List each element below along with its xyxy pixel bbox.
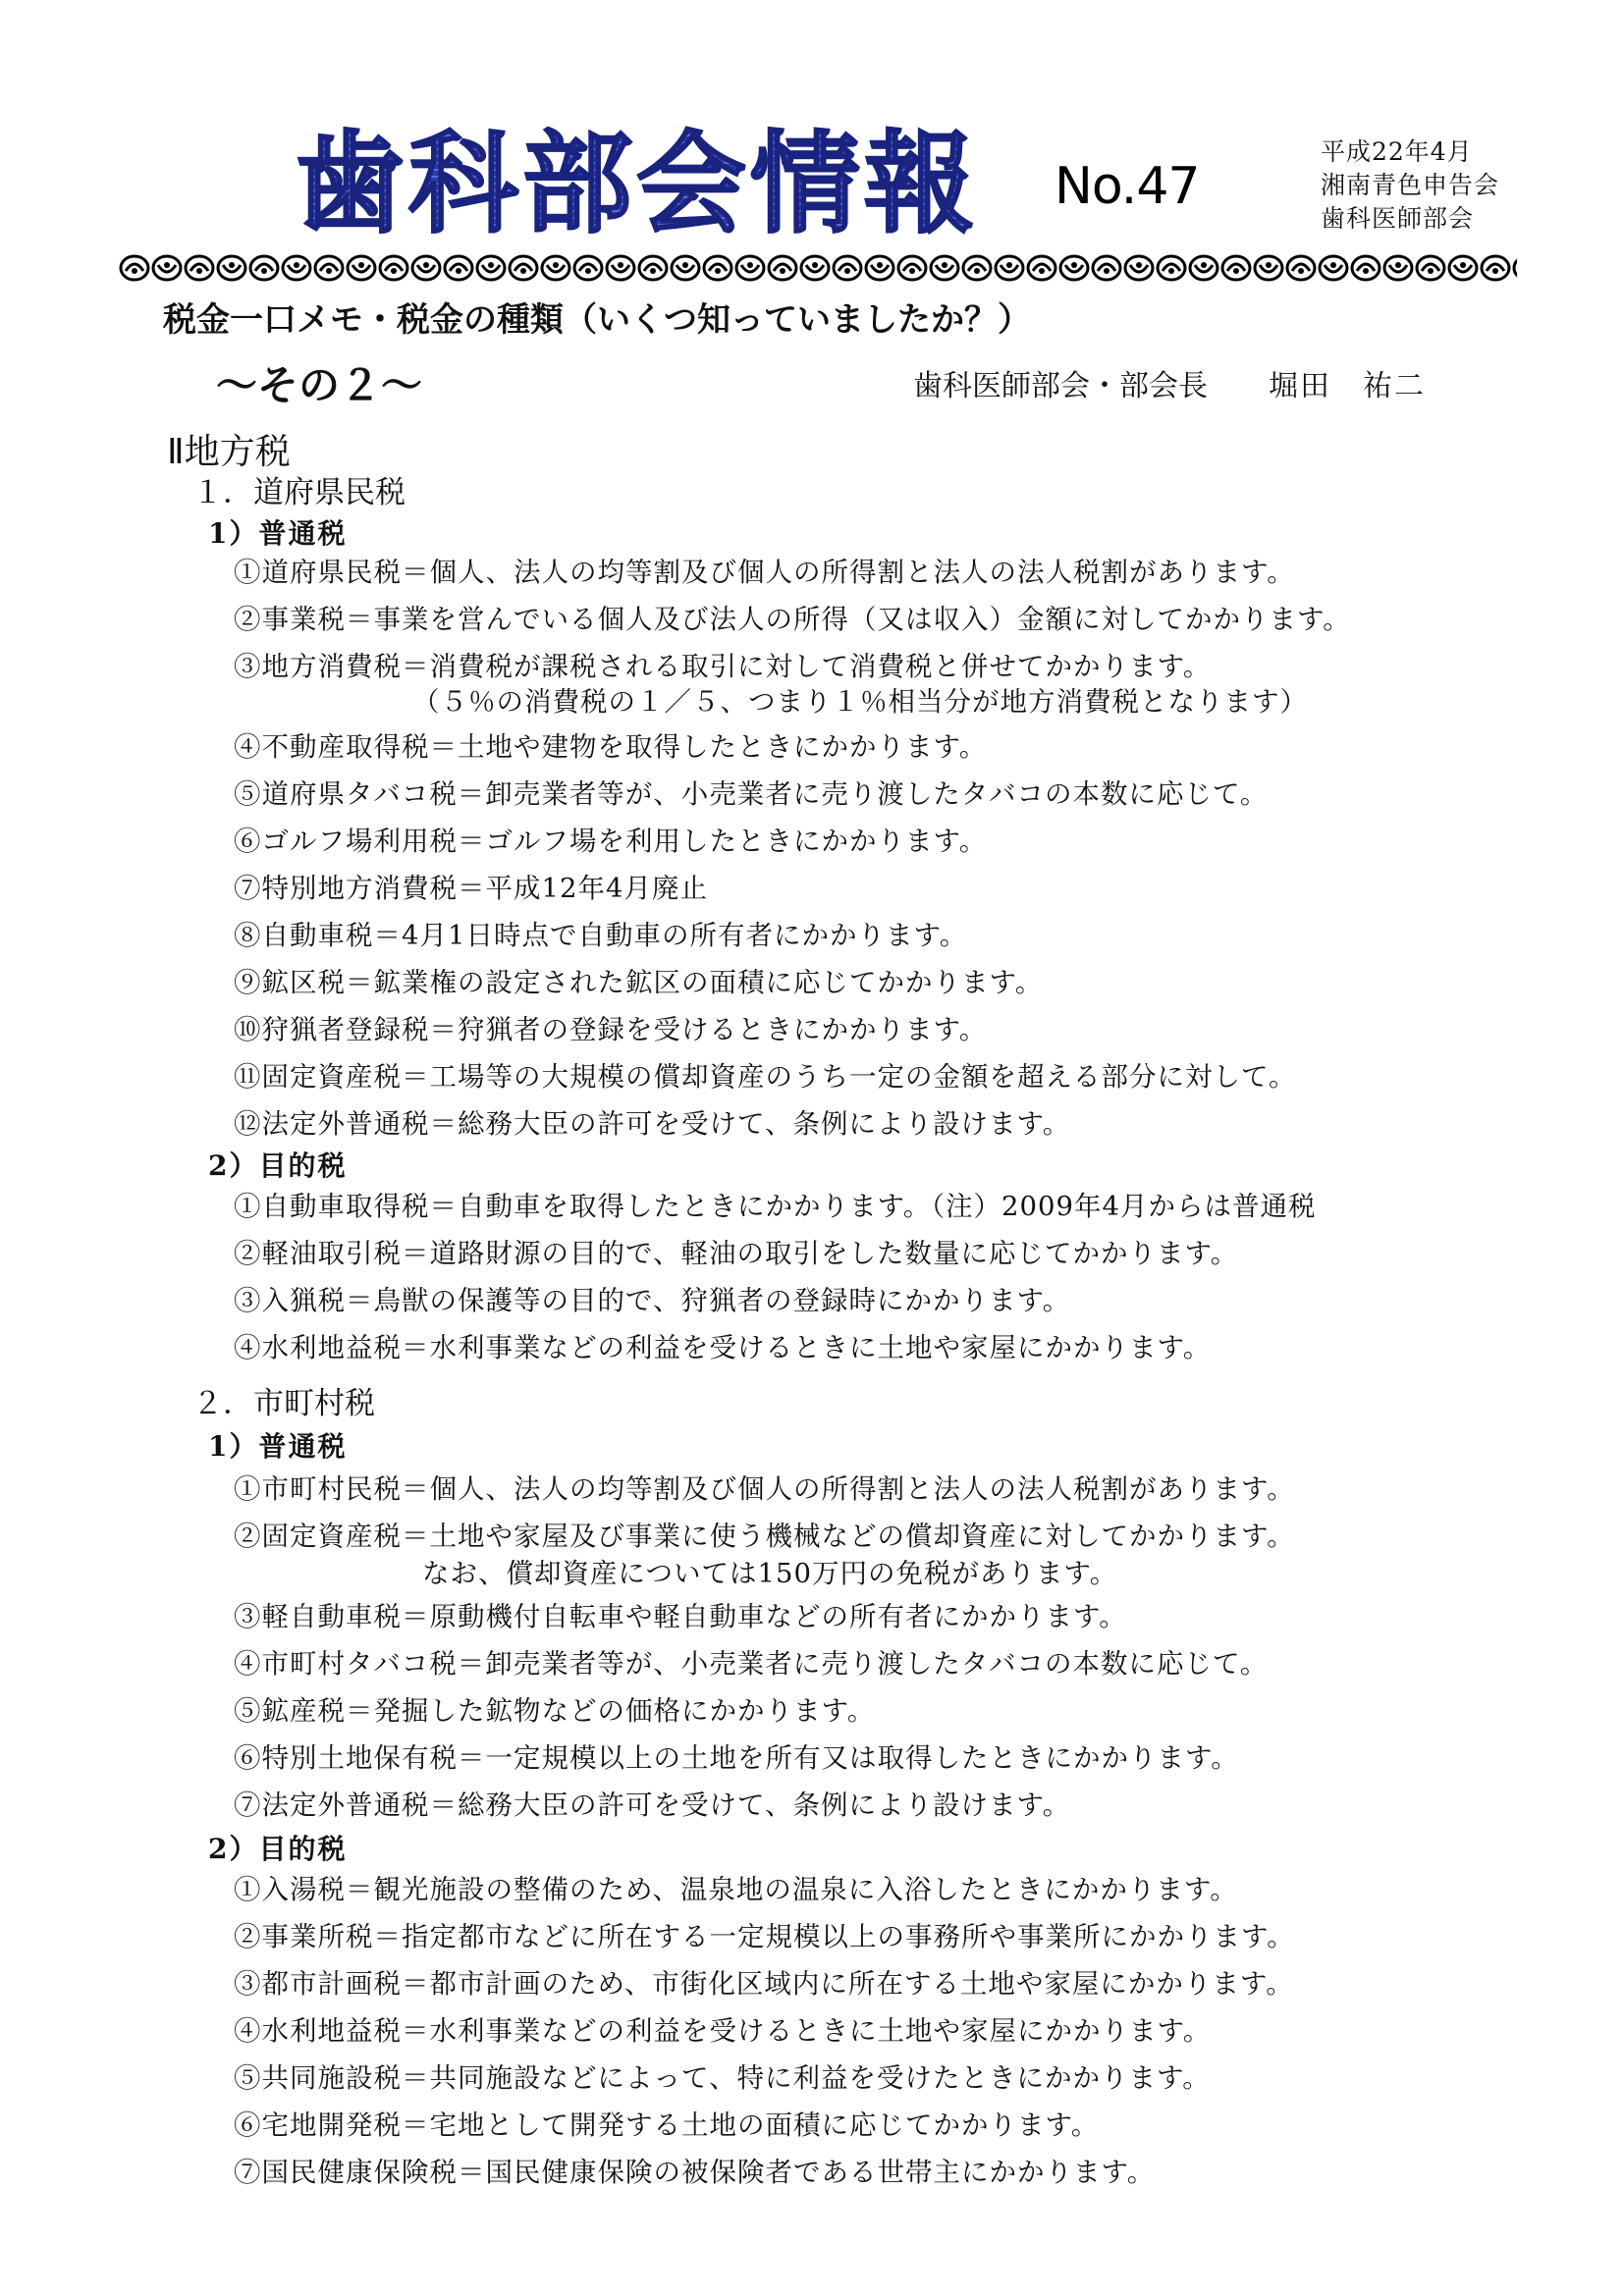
ornament-border — [118, 251, 1517, 285]
newsletter-title: 歯科部会情報 — [295, 116, 1041, 253]
item-note: なお、償却資産については150万円の免税があります。 — [422, 1558, 1118, 1589]
article-author — [913, 361, 1426, 404]
list-item: ⑧自動車税＝4月1日時点で自動車の所有者にかかります。 — [234, 920, 968, 951]
list-item: ⑨鉱区税＝鉱業権の設定された鉱区の面積に応じてかかります。 — [234, 967, 1044, 998]
subsection-heading-municipal: ２．市町村税 — [192, 1386, 375, 1421]
list-item: ③都市計画税＝都市計画のため、市街化区域内に所在する土地や家屋にかかります。 — [234, 1968, 1294, 2000]
list-item: ⑥特別土地保有税＝一定規模以上の土地を所有又は取得したときにかかります。 — [234, 1742, 1239, 1774]
list-item: ④市町村タバコ税＝卸売業者等が、小売業者に売り渡したタバコの本数に応じて。 — [234, 1648, 1269, 1680]
list-item: ⑦特別地方消費税＝平成12年4月廃止 — [234, 873, 708, 904]
list-item: ④不動産取得税＝土地や建物を取得したときにかかります。 — [234, 731, 988, 763]
list-item: ⑪固定資産税＝工場等の大規模の償却資産のうち一定の金額を超える部分に対して。 — [234, 1061, 1297, 1093]
list-item: ⑥宅地開発税＝宅地として開発する土地の面積に応じてかかります。 — [234, 2109, 1100, 2141]
item-note: （５％の消費税の１／５、つまり１％相当分が地方消費税となります） — [412, 686, 1308, 718]
list-item: ②軽油取引税＝道路財源の目的で、軽油の取引をした数量に応じてかかります。 — [234, 1238, 1239, 1269]
newsletter-masthead — [295, 116, 1041, 253]
list-item: ⑥ゴルフ場利用税＝ゴルフ場を利用したときにかかります。 — [234, 826, 988, 857]
category-label-purpose-tax: 2）目的税 — [208, 1833, 348, 1865]
list-item: ③軽自動車税＝原動機付自転車や軽自動車などの所有者にかかります。 — [234, 1601, 1127, 1632]
list-item: ②事業税＝事業を営んでいる個人及び法人の所得（又は収入）金額に対してかかります。 — [234, 604, 1351, 635]
list-item: ⑤鉱産税＝発掘した鉱物などの価格にかかります。 — [234, 1695, 876, 1727]
list-item: ①道府県民税＝個人、法人の均等割及び個人の所得割と法人の法人税割があります。 — [234, 557, 1295, 588]
list-item: ③入猟税＝鳥獣の保護等の目的で、狩猟者の登録時にかかります。 — [234, 1285, 1071, 1316]
subsection-heading-prefectural: １．道府県民税 — [192, 475, 406, 510]
author-role: 歯科医師部会・部会長 — [913, 369, 1208, 403]
author-name: 堀田 祐二 — [1269, 369, 1426, 403]
list-item: ⑤道府県タバコ税＝卸売業者等が、小売業者に売り渡したタバコの本数に応じて。 — [234, 778, 1269, 810]
list-item: ①入湯税＝観光施設の整備のため、温泉地の温泉に入浴したときにかかります。 — [234, 1874, 1238, 1905]
list-item: ④水利地益税＝水利事業などの利益を受けるときに土地や家屋にかかります。 — [234, 1332, 1212, 1363]
publication-date: 平成22年4月 — [1321, 137, 1473, 166]
publisher-org: 湘南青色申告会 — [1321, 171, 1500, 199]
list-item: ①自動車取得税＝自動車を取得したときにかかります。（注）2009年4月からは普通税 — [234, 1191, 1317, 1222]
category-label-purpose-tax: 2）目的税 — [208, 1149, 348, 1182]
category-label-general-tax: 1）普通税 — [208, 1430, 348, 1463]
list-item: ④水利地益税＝水利事業などの利益を受けるときに土地や家屋にかかります。 — [234, 2015, 1212, 2047]
article-subtitle: ～その２～ — [216, 361, 423, 409]
section-heading: Ⅱ地方税 — [167, 432, 291, 472]
list-item: ③地方消費税＝消費税が課税される取引に対して消費税と併せてかかります。 — [234, 651, 1212, 682]
category-label-general-tax: 1）普通税 — [208, 517, 348, 550]
list-item: ⑤共同施設税＝共同施設などによって、特に利益を受けたときにかかります。 — [234, 2062, 1211, 2094]
list-item: ②固定資産税＝土地や家屋及び事業に使う機械などの償却資産に対してかかります。 — [234, 1521, 1295, 1552]
article-title: 税金一口メモ・税金の種類（いくつ知っていましたか？） — [163, 300, 1031, 340]
list-item: ⑫法定外普通税＝総務大臣の許可を受けて、条例により設けます。 — [234, 1108, 1071, 1140]
list-item: ⑩狩猟者登録税＝狩猟者の登録を受けるときにかかります。 — [234, 1014, 988, 1045]
list-item: ⑦国民健康保険税＝国民健康保険の被保険者である世帯主にかかります。 — [234, 2157, 1156, 2188]
list-item: ②事業所税＝指定都市などに所在する一定規模以上の事務所や事業所にかかります。 — [234, 1921, 1295, 1952]
issue-number: No.47 — [1055, 157, 1200, 216]
publication-info — [1321, 135, 1527, 236]
list-item: ⑦法定外普通税＝総務大臣の許可を受けて、条例により設けます。 — [234, 1789, 1071, 1821]
list-item: ①市町村民税＝個人、法人の均等割及び個人の所得割と法人の法人税割があります。 — [234, 1473, 1295, 1505]
publisher-dept: 歯科医師部会 — [1321, 204, 1475, 233]
